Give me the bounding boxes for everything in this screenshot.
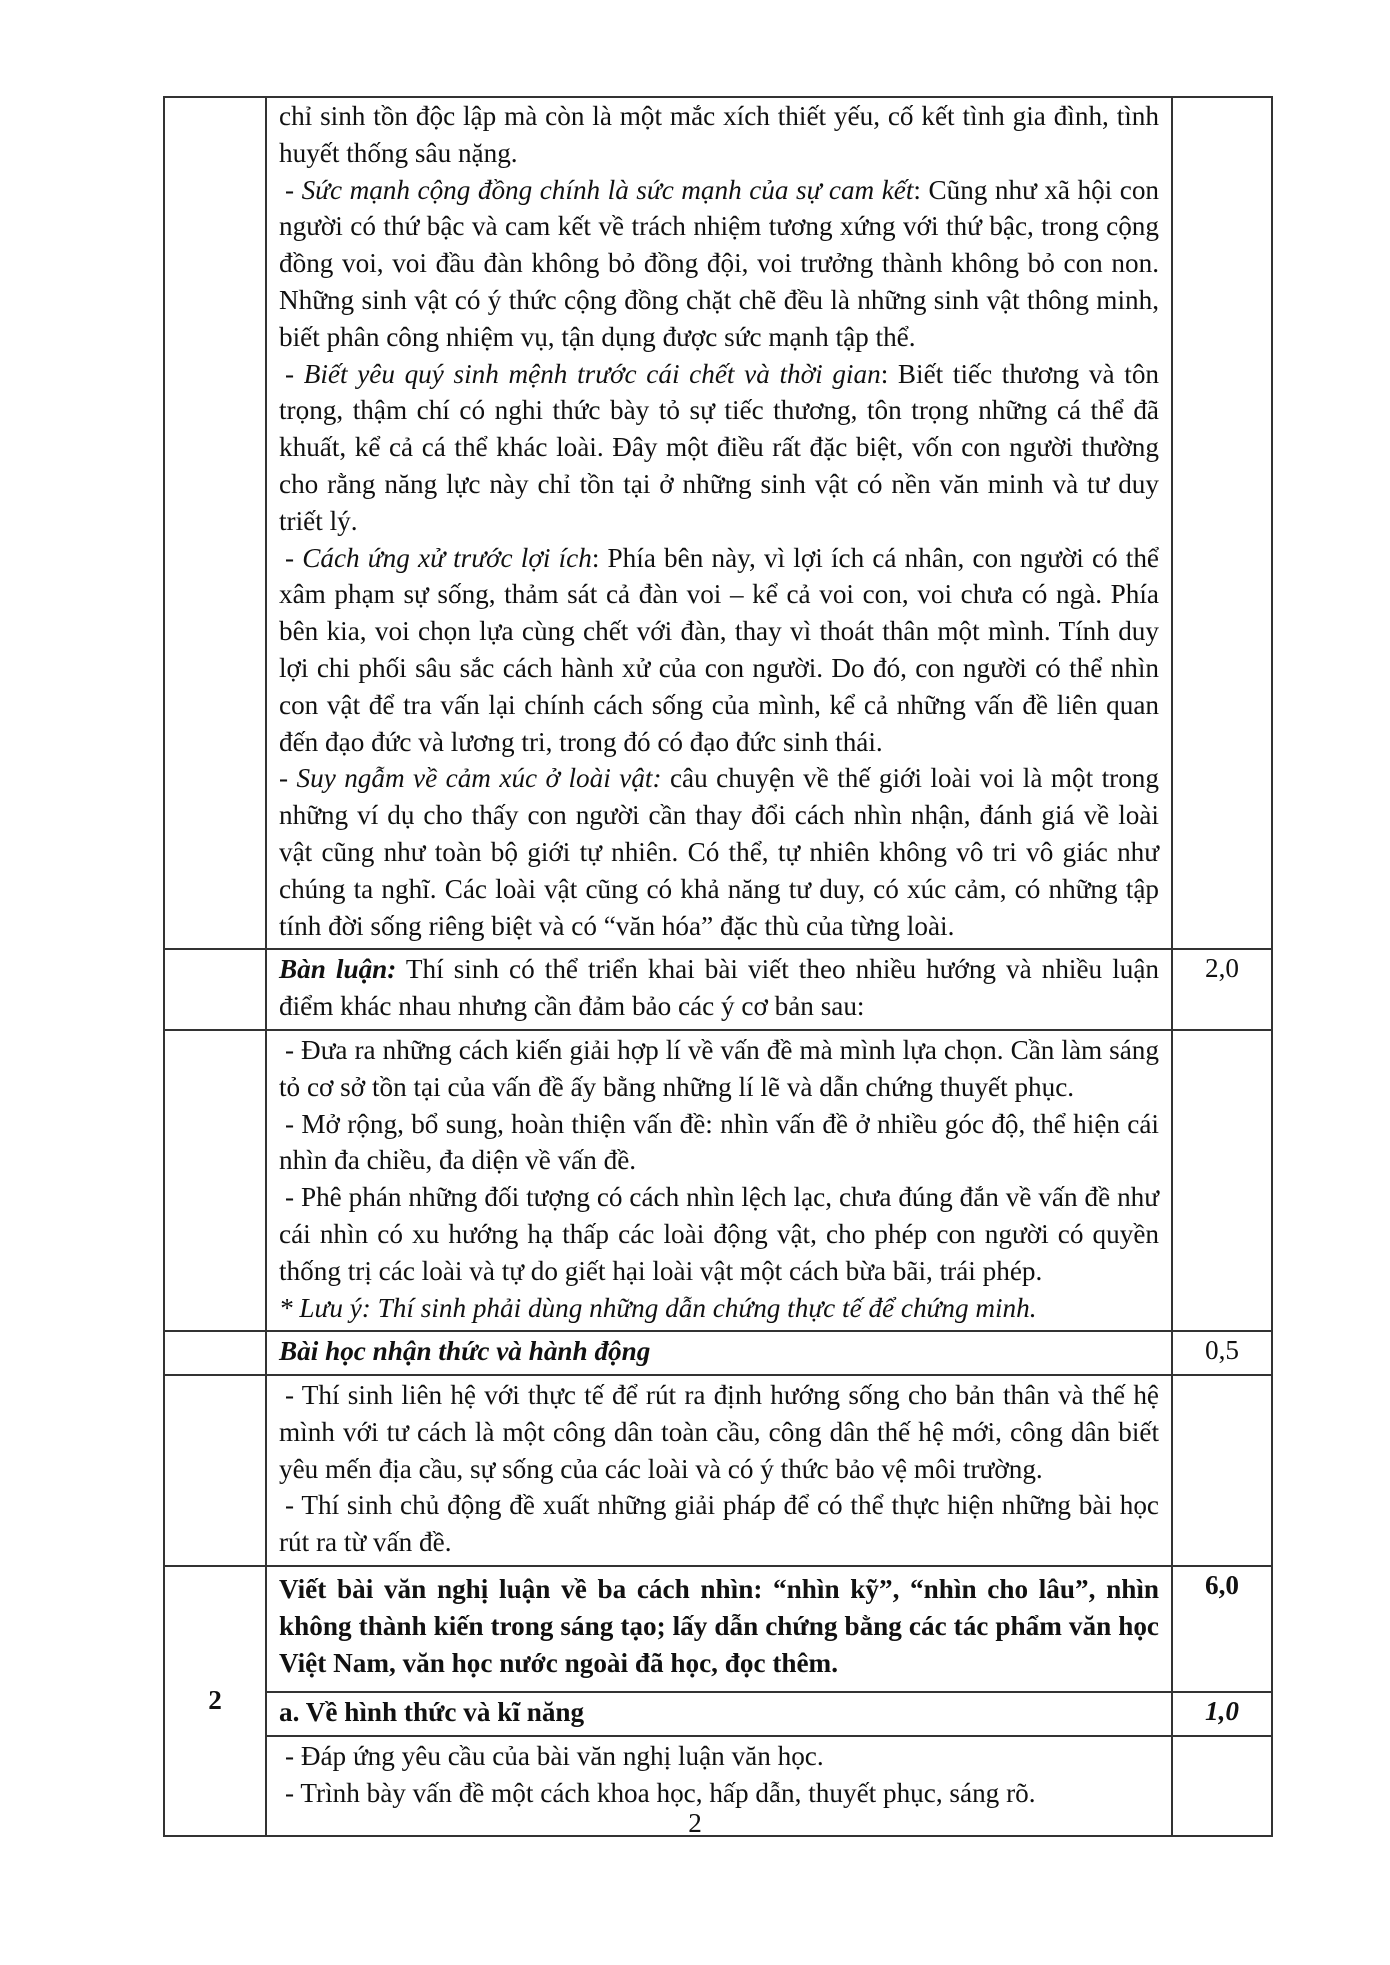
list-item: - Thí sinh chủ động đề xuất những giải pháp để có thể thực hiện những bài học rút ra từ vấn đề. — [279, 1490, 1159, 1558]
list-item: - Phê phán những đối tượng có cách nhìn lệch lạc, chưa đúng đắn về vấn đề như cái nhìn có xu hướng hạ thấp các loài động vật, cho phép con người có quyền thống trị các loài và tự do giết hại loài vật một cách bừa bãi, trái phép. — [279, 1182, 1159, 1286]
question-number-cell — [164, 1331, 266, 1375]
question-number: 2 — [164, 1566, 266, 1836]
content-cell — [266, 1692, 1172, 1736]
score-cell — [1172, 1375, 1272, 1566]
question-number-cell — [164, 949, 266, 1030]
list-item: - Đáp ứng yêu cầu của bài văn nghị luận văn học. — [285, 1740, 824, 1771]
note: * Lưu ý: Thí sinh phải dùng những dẫn chứng thực tế để chứng minh. — [279, 1292, 1037, 1323]
list-item: - Trình bày vấn đề một cách khoa học, hấp dẫn, thuyết phục, sáng rõ. — [285, 1777, 1036, 1808]
content-cell — [266, 1375, 1172, 1566]
question-number-cell — [164, 97, 266, 949]
question-number-cell — [164, 1030, 266, 1331]
content-cell — [266, 1566, 1172, 1692]
paragraph: - Suy ngẫm về cảm xúc ở loài vật: câu chuyện về thế giới loài voi là một trong những ví dụ cho thấy con người cần thay đổi cách nhìn nhận, đánh giá về loài vật cũng như toàn bộ giới tự nhiên. Có thể, tự nhiên không vô tri vô giác như chúng ta nghĩ. Các loài vật cũng có khả năng tư duy, có xúc cảm, có những tập tính đời sống riêng biệt và có “văn hóa” đặc thù của từng loài. — [279, 763, 1159, 941]
section-heading: a. Về hình thức và kĩ năng — [279, 1697, 585, 1728]
answer-key-table — [163, 96, 1273, 1837]
score-value: 1,0 — [1172, 1692, 1272, 1736]
paragraph: chỉ sinh tồn độc lập mà còn là một mắc xích thiết yếu, cố kết tình gia đình, tình huyết thống sâu nặng. — [279, 101, 1159, 168]
content-cell — [266, 97, 1172, 949]
list-item: - Thí sinh liên hệ với thực tế để rút ra định hướng sống cho bản thân và thế hệ mình với tư cách là một công dân toàn cầu, công dân thế hệ mới, công dân biết yêu mến địa cầu, sự sống của các loài và có ý thức bảo vệ môi trường. — [279, 1380, 1159, 1484]
bai-hoc-heading: Bài học nhận thức và hành động — [279, 1336, 651, 1367]
paragraph: - Cách ứng xử trước lợi ích: Phía bên này, vì lợi ích cá nhân, con người có thể xâm phạm sự sống, thảm sát cả đàn voi – kể cả voi con, voi chưa có ngà. Phía bên kia, voi chọn lựa cùng chết với đàn, thay vì thoát thân một mình. Tính duy lợi chi phối sâu sắc cách hành xử của con người. Do đó, con người có thể nhìn con vật để tra vấn lại chính cách sống của mình, kể cả những vấn đề liên quan đến đạo đức và lương tri, trong đó có đạo đức sinh thái. — [279, 542, 1159, 757]
list-item: - Đưa ra những cách kiến giải hợp lí về vấn đề mà mình lựa chọn. Cần làm sáng tỏ cơ sở tồn tại của vấn đề ấy bằng những lí lẽ và dẫn chứng thuyết phục. — [279, 1034, 1159, 1102]
score-value: 0,5 — [1172, 1331, 1272, 1375]
score-cell — [1172, 97, 1272, 949]
paragraph: - Sức mạnh cộng đồng chính là sức mạnh của sự cam kết: Cũng như xã hội con người có thứ bậc và cam kết về trách nhiệm tương xứng với thứ bậc, trong cộng đồng voi, voi đầu đàn không bỏ đồng đội, voi trưởng thành không bỏ con non. Những sinh vật có ý thức cộng đồng chặt chẽ đều là những sinh vật thông minh, biết phân công nhiệm vụ, tận dụng được sức mạnh tập thể. — [279, 174, 1160, 352]
question-prompt: Viết bài văn nghị luận về ba cách nhìn: “nhìn kỹ”, “nhìn cho lâu”, nhìn không thành kiến trong sáng tạo; lấy dẫn chứng bằng các tác phẩm văn học Việt Nam, văn học nước ngoài đã học, đọc thêm. — [279, 1574, 1159, 1678]
paragraph: - Biết yêu quý sinh mệnh trước cái chết và thời gian: Biết tiếc thương và tôn trọng, thậm chí có nghi thức bày tỏ sự tiếc thương, tôn trọng những cá thể đã khuất, kể cả cá thể khác loài. Đây một điều rất đặc biệt, vốn con người thường cho rằng năng lực này chỉ tồn tại ở những sinh vật có nền văn minh và tư duy triết lý. — [279, 358, 1160, 536]
list-item: - Mở rộng, bổ sung, hoàn thiện vấn đề: nhìn vấn đề ở nhiều góc độ, thể hiện cái nhìn đa chiều, đa diện về vấn đề. — [279, 1108, 1159, 1176]
content-cell — [266, 1030, 1172, 1331]
score-value: 2,0 — [1172, 949, 1272, 1030]
question-number-cell — [164, 1375, 266, 1566]
content-cell — [266, 1331, 1172, 1375]
page-number: 2 — [688, 1808, 702, 1838]
score-value: 6,0 — [1172, 1566, 1272, 1692]
score-cell — [1172, 1030, 1272, 1331]
ban-luan-heading: Bàn luận: Thí sinh có thể triển khai bài viết theo nhiều hướng và nhiều luận điểm khác nhau nhưng cần đảm bảo các ý cơ bản sau: — [279, 954, 1160, 1022]
content-cell — [266, 949, 1172, 1030]
